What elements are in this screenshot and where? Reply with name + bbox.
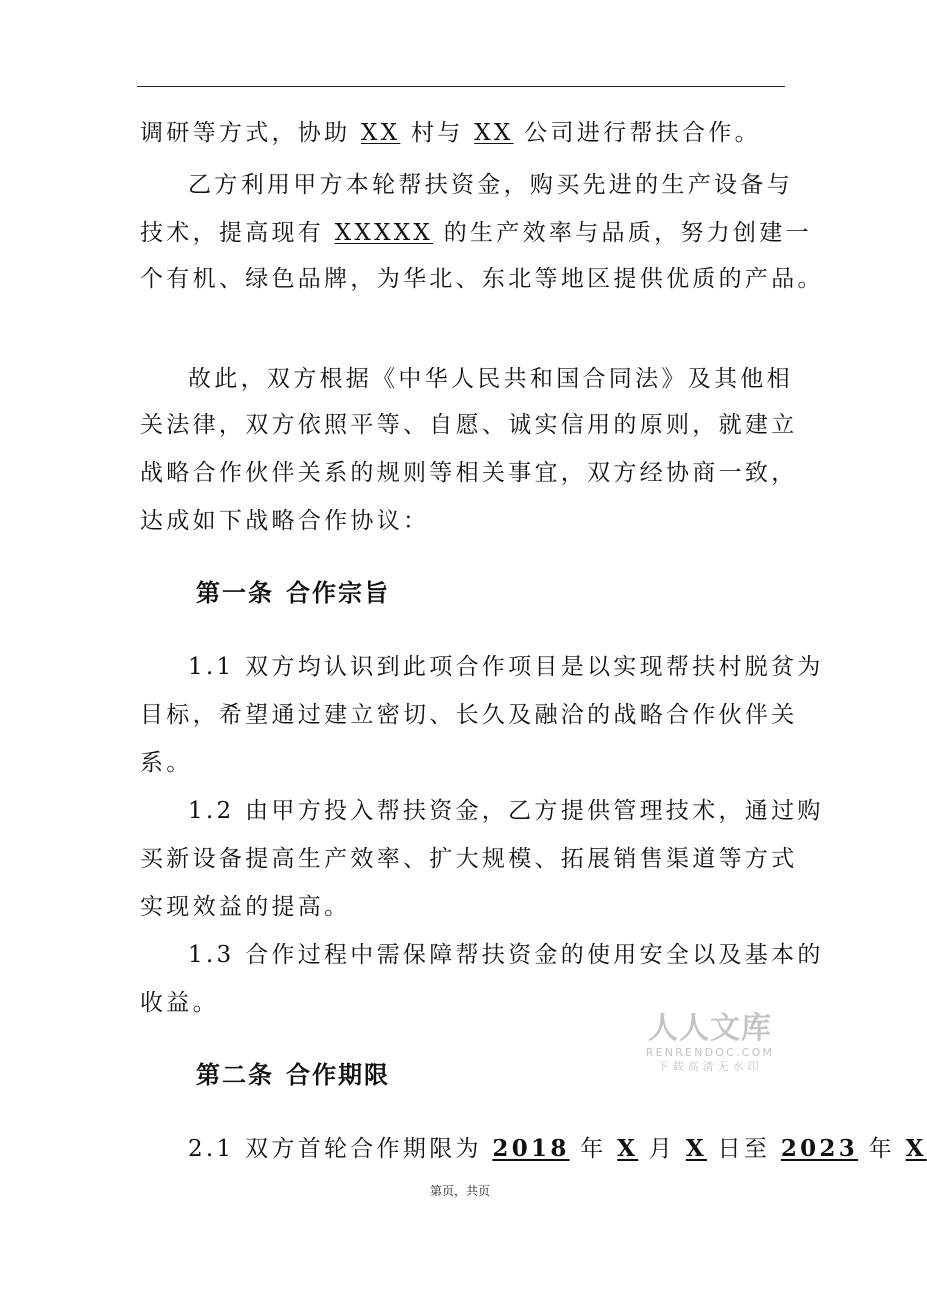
watermark-title: 人人文库 xyxy=(648,1011,772,1046)
paragraph-line: 系。 xyxy=(140,750,193,776)
article-number: 第二条 xyxy=(196,1061,274,1089)
paragraph-line: 达成如下战略合作协议： xyxy=(140,508,430,534)
paragraph-line: 个有机、绿色品牌，为华北、东北等地区提供优质的产品。 xyxy=(140,266,824,292)
paragraph-line: 1.2 由甲方投入帮扶资金，乙方提供管理技术，通过购 xyxy=(188,798,824,824)
placeholder-company: XX xyxy=(474,120,514,146)
paragraph-line: 调研等方式，协助 XX 村与 XX 公司进行帮扶合作。 xyxy=(140,120,761,146)
paragraph-line: 2.1 双方首轮合作期限为 2018 年 X 月 X 日至 2023 年 X xyxy=(188,1135,927,1162)
paragraph-line: 故此，双方根据《中华人民共和国合同法》及其他相 xyxy=(188,366,793,392)
paragraph-line: 技术，提高现有 XXXXX 的生产效率与品质，努力创建一 xyxy=(140,220,812,246)
paragraph-line: 战略合作伙伴关系的规则等相关事宜，双方经协商一致， xyxy=(140,460,798,486)
start-year: 2018 xyxy=(492,1135,570,1162)
paragraph-line: 1.1 双方均认识到此项合作项目是以实现帮扶村脱贫为 xyxy=(188,654,824,680)
paragraph-line: 乙方利用甲方本轮帮扶资金，购买先进的生产设备与 xyxy=(188,172,793,198)
article-heading xyxy=(196,578,390,608)
paragraph-line: 1.3 合作过程中需保障帮扶资金的使用安全以及基本的 xyxy=(188,942,824,968)
watermark-url: RENRENDOC.COM xyxy=(645,1046,775,1059)
end-month: X xyxy=(905,1135,927,1162)
paragraph-line: 目标，希望通过建立密切、长久及融洽的战略合作伙伴关 xyxy=(140,702,798,728)
article-title: 合作宗旨 xyxy=(286,579,390,607)
start-month: X xyxy=(617,1135,639,1162)
watermark xyxy=(630,1012,790,1074)
header-rule xyxy=(137,86,785,87)
start-day: X xyxy=(685,1135,707,1162)
paragraph-line: 关法律，双方依照平等、自愿、诚实信用的原则，就建立 xyxy=(140,412,798,438)
paragraph-line: 实现效益的提高。 xyxy=(140,894,351,920)
placeholder-product: XXXXX xyxy=(334,220,434,246)
article-number: 第一条 xyxy=(196,579,274,607)
end-year: 2023 xyxy=(780,1135,859,1162)
page-footer: 第页，共页 xyxy=(429,1184,490,1198)
placeholder-village: XX xyxy=(361,120,401,146)
watermark-subtitle: 下载高清无水印 xyxy=(657,1060,763,1073)
article-heading xyxy=(196,1060,390,1090)
paragraph-line: 买新设备提高生产效率、扩大规模、拓展销售渠道等方式 xyxy=(140,846,798,872)
paragraph-line: 收益。 xyxy=(140,990,219,1016)
article-title: 合作期限 xyxy=(286,1061,390,1089)
